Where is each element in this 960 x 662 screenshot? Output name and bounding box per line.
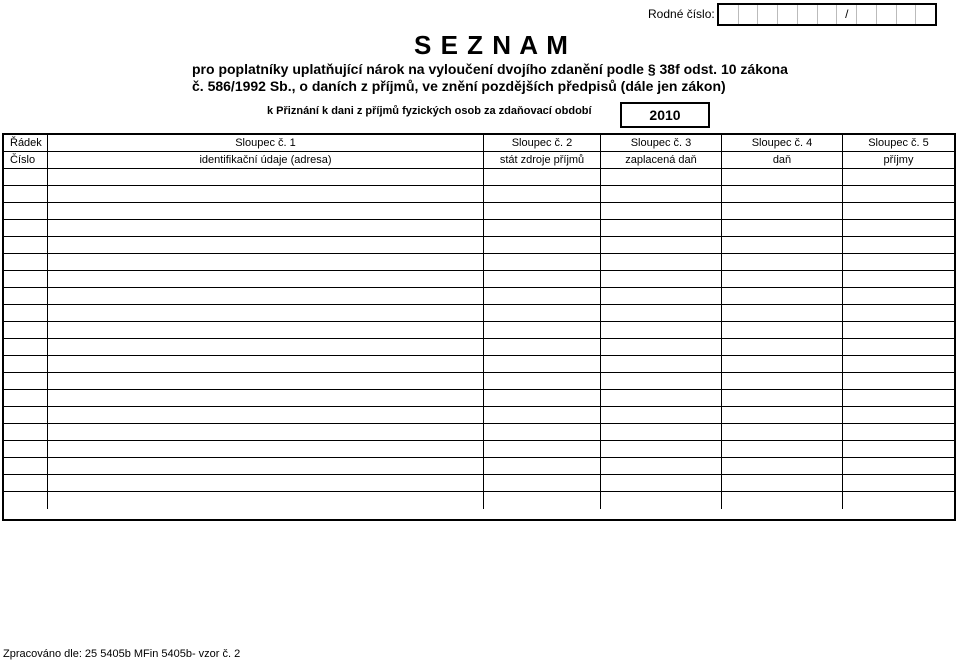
table-cell[interactable]: [48, 220, 484, 236]
table-cell[interactable]: [601, 441, 722, 457]
rodne-cislo-label: Rodné číslo:: [648, 7, 715, 21]
table-cell[interactable]: [722, 339, 843, 355]
table-cell[interactable]: [4, 169, 48, 185]
table-cell[interactable]: [843, 492, 954, 509]
table-cell[interactable]: [722, 186, 843, 202]
table-body: [4, 169, 954, 509]
table-cell[interactable]: [843, 169, 954, 185]
table-cell[interactable]: [843, 271, 954, 287]
table-cell[interactable]: [48, 169, 484, 185]
rodne-cislo-digit[interactable]: [916, 5, 935, 24]
table-cell[interactable]: [601, 220, 722, 236]
table-row: [4, 288, 954, 305]
table-cell[interactable]: [484, 424, 601, 440]
rodne-cislo-digit[interactable]: [719, 5, 739, 24]
table-cell[interactable]: [722, 441, 843, 457]
table-cell[interactable]: [4, 237, 48, 253]
table-cell[interactable]: [722, 288, 843, 304]
table-cell[interactable]: [484, 305, 601, 321]
header-cell: příjmy: [883, 154, 914, 166]
table-cell[interactable]: [722, 220, 843, 236]
table-cell[interactable]: [484, 203, 601, 219]
table-row: [4, 169, 954, 186]
table-cell[interactable]: [722, 254, 843, 270]
table-cell[interactable]: [484, 322, 601, 338]
table-cell[interactable]: [843, 186, 954, 202]
table-row: [4, 441, 954, 458]
subtitle-line-2: č. 586/1992 Sb., o daních z příjmů, ve znění pozdějších předpisů (dále jen zákon): [192, 78, 726, 94]
table-cell[interactable]: [843, 441, 954, 457]
table-cell[interactable]: [4, 305, 48, 321]
table-row: [4, 339, 954, 356]
table-row: [4, 390, 954, 407]
table-cell[interactable]: [601, 339, 722, 355]
table-cell[interactable]: [601, 186, 722, 202]
table-cell[interactable]: [4, 254, 48, 270]
table-cell[interactable]: [484, 441, 601, 457]
table-cell[interactable]: [843, 339, 954, 355]
table-row: [4, 492, 954, 509]
table-cell[interactable]: [484, 186, 601, 202]
table-cell[interactable]: [601, 424, 722, 440]
rodne-cislo-digit[interactable]: [739, 5, 759, 24]
rodne-cislo-digit[interactable]: [818, 5, 838, 24]
table-cell[interactable]: [4, 322, 48, 338]
table-cell[interactable]: [4, 492, 48, 509]
header-cell: stát zdroje příjmů: [484, 152, 601, 168]
table-cell[interactable]: [601, 373, 722, 389]
table-cell[interactable]: [4, 356, 48, 372]
table-cell[interactable]: [484, 220, 601, 236]
table-cell[interactable]: [601, 492, 722, 509]
rodne-cislo-digit[interactable]: [857, 5, 877, 24]
table-cell[interactable]: [484, 458, 601, 474]
table-cell[interactable]: [4, 339, 48, 355]
table-cell[interactable]: [722, 390, 843, 406]
header-cell: identifikační údaje (adresa): [48, 152, 484, 168]
table-cell[interactable]: [601, 169, 722, 185]
table-cell[interactable]: [601, 407, 722, 423]
table-cell[interactable]: [4, 220, 48, 236]
table-cell[interactable]: [4, 407, 48, 423]
table-row: [4, 305, 954, 322]
table-cell[interactable]: [722, 424, 843, 440]
table-cell[interactable]: [4, 186, 48, 202]
table-cell[interactable]: [48, 492, 484, 509]
table-cell[interactable]: [48, 424, 484, 440]
table-cell[interactable]: [722, 356, 843, 372]
header-cell: Sloupec č. 1: [48, 135, 484, 151]
table-cell[interactable]: [722, 203, 843, 219]
table-cell[interactable]: [601, 475, 722, 491]
table-cell[interactable]: [722, 305, 843, 321]
table-cell[interactable]: [48, 475, 484, 491]
table-cell[interactable]: [843, 475, 954, 491]
table-cell[interactable]: [843, 203, 954, 219]
table-cell[interactable]: [4, 390, 48, 406]
table-row: [4, 356, 954, 373]
header-cell: Řádek: [4, 135, 48, 151]
rodne-cislo-digit[interactable]: [877, 5, 897, 24]
table-cell[interactable]: [843, 458, 954, 474]
table-cell[interactable]: [48, 441, 484, 457]
table-cell[interactable]: [48, 407, 484, 423]
header-cell: Sloupec č. 4: [722, 135, 843, 151]
rodne-cislo-digit[interactable]: [897, 5, 917, 24]
table-cell[interactable]: [4, 373, 48, 389]
table-row: [4, 254, 954, 271]
rodne-cislo-field[interactable]: [717, 3, 937, 26]
table-cell[interactable]: [484, 356, 601, 372]
table-cell[interactable]: [48, 339, 484, 355]
header-cell: Číslo: [4, 152, 48, 168]
table-cell[interactable]: [843, 288, 954, 304]
table-cell[interactable]: [4, 458, 48, 474]
table-cell[interactable]: [601, 356, 722, 372]
table-row: [4, 424, 954, 441]
table-cell[interactable]: [484, 373, 601, 389]
table-cell[interactable]: [4, 424, 48, 440]
table-cell[interactable]: [843, 254, 954, 270]
subtitle-line-1: pro poplatníky uplatňující nárok na vyloučení dvojího zdanění podle § 38f odst. 10 zákona: [192, 61, 788, 77]
table-cell[interactable]: [48, 271, 484, 287]
table-cell[interactable]: [4, 271, 48, 287]
table-row: [4, 458, 954, 475]
table-cell[interactable]: [48, 288, 484, 304]
table-cell[interactable]: [843, 373, 954, 389]
footer-note: Zpracováno dle: 25 5405b MFin 5405b- vzor č. 2: [3, 648, 241, 660]
table-cell[interactable]: [484, 339, 601, 355]
header-cell: daň: [722, 152, 843, 168]
table-cell[interactable]: [484, 237, 601, 253]
table-cell[interactable]: [4, 475, 48, 491]
table-row: [4, 271, 954, 288]
table-cell[interactable]: [843, 390, 954, 406]
header-cell: Sloupec č. 3: [601, 135, 722, 151]
seznam-table: [2, 133, 956, 521]
table-cell[interactable]: [48, 254, 484, 270]
table-row: [4, 220, 954, 237]
table-cell[interactable]: [843, 407, 954, 423]
table-header-row: [4, 135, 954, 152]
table-cell[interactable]: [484, 407, 601, 423]
table-cell[interactable]: [48, 390, 484, 406]
table-cell[interactable]: [48, 356, 484, 372]
table-cell[interactable]: [601, 203, 722, 219]
table-cell[interactable]: [601, 254, 722, 270]
table-cell[interactable]: [843, 424, 954, 440]
table-cell[interactable]: [601, 322, 722, 338]
table-cell[interactable]: [48, 373, 484, 389]
subtitle-line-3: k Přiznání k dani z příjmů fyzických osob za zdaňovací období: [267, 105, 592, 117]
page-title: S E Z N A M: [414, 30, 569, 60]
table-cell[interactable]: [722, 492, 843, 509]
table-cell[interactable]: [722, 407, 843, 423]
rodne-cislo-digit[interactable]: [798, 5, 818, 24]
header-cell: Sloupec č. 5: [868, 137, 929, 149]
table-row: [4, 237, 954, 254]
table-cell[interactable]: [484, 475, 601, 491]
tax-year-field[interactable]: 2010: [620, 102, 710, 128]
table-row: [4, 203, 954, 220]
rodne-cislo-digit[interactable]: [758, 5, 778, 24]
table-cell[interactable]: [484, 271, 601, 287]
table-cell[interactable]: [843, 220, 954, 236]
table-row: [4, 407, 954, 424]
table-cell[interactable]: [843, 237, 954, 253]
table-cell[interactable]: [843, 305, 954, 321]
table-cell[interactable]: [484, 254, 601, 270]
table-cell[interactable]: [601, 458, 722, 474]
table-cell[interactable]: [484, 390, 601, 406]
table-row: [4, 373, 954, 390]
table-cell[interactable]: [601, 305, 722, 321]
table-cell[interactable]: [484, 169, 601, 185]
table-cell[interactable]: [48, 203, 484, 219]
table-header-row: [4, 152, 954, 169]
table-cell[interactable]: [484, 288, 601, 304]
table-cell[interactable]: [722, 169, 843, 185]
table-cell[interactable]: [601, 271, 722, 287]
table-cell[interactable]: [4, 203, 48, 219]
table-row: [4, 322, 954, 339]
table-cell[interactable]: [48, 322, 484, 338]
table-cell[interactable]: [601, 390, 722, 406]
table-cell[interactable]: [722, 322, 843, 338]
table-cell[interactable]: [722, 475, 843, 491]
table-cell[interactable]: [48, 237, 484, 253]
rodne-cislo-digit[interactable]: [778, 5, 798, 24]
table-cell[interactable]: [48, 186, 484, 202]
table-row: [4, 186, 954, 203]
table-cell[interactable]: [722, 373, 843, 389]
header-cell: zaplacená daň: [601, 152, 722, 168]
table-cell[interactable]: [722, 271, 843, 287]
table-cell[interactable]: [601, 288, 722, 304]
table-cell[interactable]: [48, 305, 484, 321]
table-cell[interactable]: [843, 322, 954, 338]
table-cell[interactable]: [601, 237, 722, 253]
rodne-cislo-separator: /: [837, 5, 857, 24]
table-cell[interactable]: [4, 288, 48, 304]
table-cell[interactable]: [484, 492, 601, 509]
table-row: [4, 475, 954, 492]
table-cell[interactable]: [722, 237, 843, 253]
table-cell[interactable]: [48, 458, 484, 474]
table-cell[interactable]: [722, 458, 843, 474]
table-cell[interactable]: [843, 356, 954, 372]
table-cell[interactable]: [4, 441, 48, 457]
header-cell: Sloupec č. 2: [484, 135, 601, 151]
